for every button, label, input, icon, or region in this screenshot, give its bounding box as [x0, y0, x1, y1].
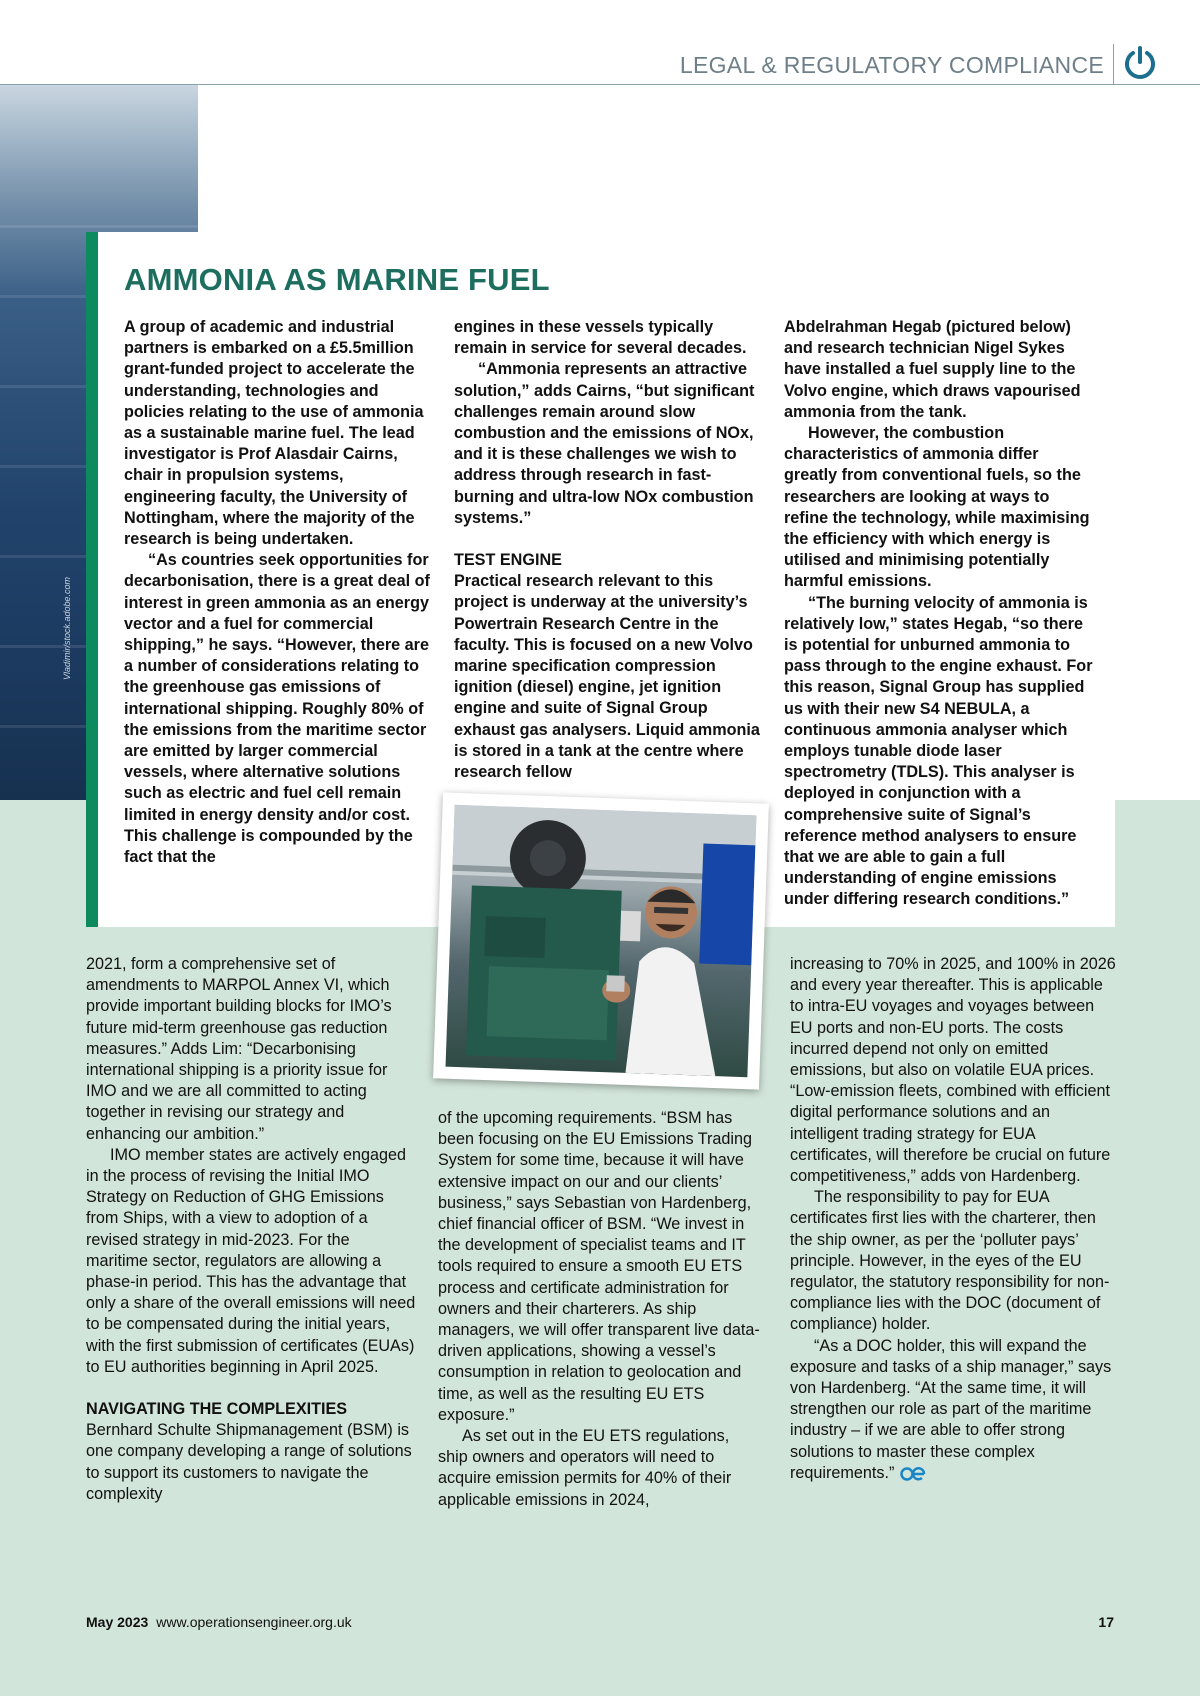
paragraph: “Ammonia represents an attractive solution,” adds Cairns, “but significant challenges remain around slow combustion and the emissions of NOx, and it is these challenges we wish to address through research in fast-burning and ultra-low NOx combustion systems.”	[454, 360, 755, 527]
paragraph: However, the combustion characteristics of ammonia differ greatly from conventional fuels, so the researchers are looking at ways to refine the technology, while maximising the efficiency with which energy is utilised and minimising potentially harmful emissions.	[784, 424, 1090, 591]
engine-photo	[433, 792, 769, 1089]
paragraph: “As countries seek opportunities for decarbonisation, there is a great deal of interest in green ammonia as an energy vector and a fuel for commercial shipping,” he says. “However, there are a number of considerations relating to the greenhouse gas emissions of international shipping. Roughly 80% of the emissions from the maritime sector are emitted by larger commercial vessels, where alternative solutions such as electric and fuel cell remain limited in energy density and/or cost. This challenge is compounded by the fact that the	[124, 551, 430, 867]
paragraph: Abdelrahman Hegab (pictured below) and research technician Nigel Sykes have installed a fuel supply line to the Volvo engine, which draws vapourised ammonia from the tank.	[784, 318, 1081, 421]
paragraph: of the upcoming requirements. “BSM has been focusing on the EU Emissions Trading System for some time, because it will have extensive impact on our and our clients’ business,” says Sebastian von Hardenberg, chief financial officer of BSM. “We invest in the development of specialist teams and IT tools required to ensure a smooth EU ETS process and certificate administration for owners and their charterers. As ship managers, we will offer transparent live data-driven applications, showing a vessel’s consumption in relation to geolocation and time, as well as the resulting EU ETS exposure.”	[438, 1109, 760, 1424]
header-divider	[1113, 44, 1114, 84]
article-column-3	[784, 317, 1094, 911]
lower-column-3	[790, 954, 1120, 1484]
photo-credit: Vladimir/stock.adobe.com	[62, 576, 72, 680]
paragraph	[790, 1336, 1120, 1484]
paragraph: increasing to 70% in 2025, and 100% in 2026 and every year thereafter. This is applicable to intra-EU voyages and voyages between EU ports and non-EU ports. The costs incurred depend not only on emitted emissions, but also on volatile EUA prices. “Low-emission fleets, combined with efficient digital performance solutions and an intelligent trading strategy for EUA certificates, will therefore be crucial on future competitiveness,” adds von Hardenberg.	[790, 955, 1116, 1186]
article-column-2	[454, 317, 764, 783]
subheading-navigating: NAVIGATING THE COMPLEXITIES	[86, 1400, 348, 1419]
paragraph: IMO member states are actively engaged in the process of revising the Initial IMO Strategy on Reduction of GHG Emissions from Ships, with a view to adoption of a revised strategy in mid-2023. For the maritime sector, regulators are allowing a phase-in period. This has the advantage that only a share of the overall emissions will need to be compensated during the initial years, with the first submission of certificates (EUAs) to EU authorities beginning in April 2025.	[86, 1145, 416, 1376]
paragraph: As set out in the EU ETS regulations, ship owners and operators will need to acquire emission permits for 40% of their applicable emissions in 2024,	[438, 1427, 732, 1509]
paragraph: The responsibility to pay for EUA certificates first lies with the charterer, then the ship owner, as per the ‘polluter pays’ principle. However, in the eyes of the EU regulator, the statutory responsibility for non-compliance lies with the DOC (document of compliance) holder.	[790, 1188, 1110, 1334]
header-rule	[0, 84, 1200, 85]
lower-column-1	[86, 954, 416, 1505]
paragraph: Bernhard Schulte Shipmanagement (BSM) is one company developing a range of solutions to support its customers to navigate the complexity	[86, 1421, 412, 1503]
paragraph: Practical research relevant to this project is underway at the university’s Powertrain Research Centre in the faculty. This is focused on a new Volvo marine specification compression ignition (diesel) engine, jet ignition engine and suite of Signal Group exhaust gas analysers. Liquid ammonia is stored in a tank at the centre where research fellow	[454, 572, 760, 782]
footer-url[interactable]: www.operationsengineer.org.uk	[156, 1614, 352, 1630]
headline: AMMONIA AS MARINE FUEL	[124, 262, 550, 297]
paragraph: “The burning velocity of ammonia is relatively low,” states Hegab, “so there is potential for unburned ammonia to pass through to the engine exhaust. For this reason, Signal Group has supplied us with their new S4 NEBULA, a continuous ammonia analyser which employs tunable diode laser spectrometry (TDLS). This analyser is deployed in conjunction with a comprehensive suite of Signal’s reference method analysers to ensure that we are able to gain a full understanding of engine emissions under differing research conditions.”	[784, 593, 1093, 909]
closing-text: “As a DOC holder, this will expand the exposure and tasks of a ship manager,” says von Hardenberg. “At the same time, it will strengthen our role as part of the maritime industry – if we are able to offer strong solutions to master these complex requirements.”	[790, 1336, 1112, 1482]
article-column-1	[124, 317, 436, 868]
paragraph: 2021, form a comprehensive set of amendments to MARPOL Annex VI, which provide important building blocks for IMO’s future mid-term greenhouse gas reduction measures.” Adds Lim: “Decarbonising international shipping is a priority issue for IMO and we are all committed to acting together in revising our strategy and enhancing our ambition.”	[86, 955, 392, 1143]
accent-bar	[86, 232, 98, 927]
page-number: 17	[1098, 1614, 1114, 1630]
lower-column-2	[438, 1108, 760, 1511]
subheading-test-engine: TEST ENGINE	[454, 551, 562, 570]
paragraph: engines in these vessels typically remain in service for several decades.	[454, 318, 747, 358]
footer	[86, 1614, 352, 1630]
section-title: LEGAL & REGULATORY COMPLIANCE	[679, 52, 1104, 78]
paragraph: A group of academic and industrial partners is embarked on a £5.5million grant-funded project to accelerate the understanding, technologies and policies relating to the use of ammonia as a sustainable marine fuel. The lead investigator is Prof Alasdair Cairns, chair in propulsion systems, engineering faculty, the University of Nottingham, where the majority of the research is being undertaken.	[124, 318, 424, 549]
power-icon	[1122, 44, 1158, 80]
oe-logo-icon	[900, 1467, 926, 1481]
footer-date: May 2023	[86, 1614, 149, 1630]
engine-illustration	[446, 805, 757, 1077]
